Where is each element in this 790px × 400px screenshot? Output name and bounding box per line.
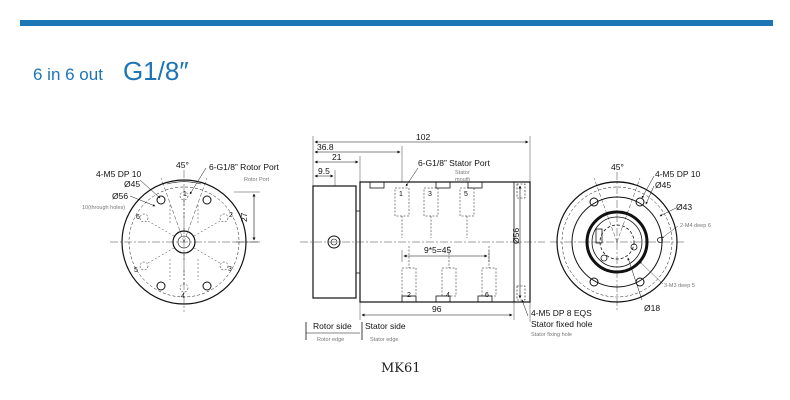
rotor-mount-hole [203, 282, 211, 290]
stator-mount-holes-label: 4-M5 DP 10 [655, 169, 701, 179]
rotor-port-hole [220, 262, 228, 270]
stator-dia-18-label: Ø18 [644, 303, 661, 313]
rotor-port-num-5: 5 [134, 267, 138, 274]
rotor-port-num-1: 1 [183, 191, 187, 198]
total-length-dim: 102 [416, 132, 431, 142]
stator-port-label: 6-G1/8” Stator Port [418, 158, 490, 168]
rotor-mount-hole [203, 196, 211, 204]
top-port-num-3: 3 [428, 191, 432, 198]
stator-edge-label: Stator edge [370, 337, 399, 343]
top-port-num-1: 1 [399, 191, 403, 198]
stator-angle-label: 45° [611, 162, 624, 172]
rotor-mount-holes-label: 4-M5 DP 10 [96, 169, 142, 179]
rotor-port-hole [140, 262, 148, 270]
rotor-through-holes-note: 10(through holes) [82, 205, 126, 211]
rotor-port-num-2: 2 [229, 212, 233, 219]
top-port-num-5: 5 [464, 191, 468, 198]
bottom-port-num-2: 2 [407, 292, 411, 299]
rotor-port-num-3: 3 [228, 266, 232, 273]
side-diameter-dim: Ø56 [511, 227, 521, 244]
stator-port-sublabel: Stator mouth [455, 170, 471, 183]
rotor-port-num-4: 4 [181, 293, 185, 300]
bottom-port-num-6: 6 [485, 292, 489, 299]
spacing-dim: 9*5=45 [424, 245, 452, 255]
rotor-front-view [110, 168, 260, 312]
stator-m4-note: 2-M4 deep 6 [680, 223, 711, 229]
stator-fixed-hole-label: Stator fixed hole [531, 319, 593, 329]
rotor-angle-arc [167, 182, 201, 184]
rotor-outer-dia-label: Ø56 [112, 191, 129, 201]
rotor-mount-hole [157, 282, 165, 290]
rotor-port-hole [140, 214, 148, 222]
length-96-dim: 96 [432, 304, 442, 314]
rotor-port-label: 6-G1/8” Rotor Port [209, 162, 279, 172]
rotor-port-num-6: 6 [136, 214, 140, 221]
rotor-edge-label: Rotor edge [317, 337, 345, 343]
rotor-port-sublabel: Rotor Port [244, 177, 270, 183]
stator-m3-note: 3-M3 deep 5 [664, 283, 695, 289]
dim-9-5: 9.5 [318, 166, 330, 176]
fixing-holes-label: 4-M5 DP 8 EQS [531, 308, 592, 318]
rotor-angle-label: 45° [176, 160, 189, 170]
bottom-port-num-4: 4 [446, 292, 450, 299]
ports-label: 6 in 6 out [33, 65, 103, 84]
dim-21: 21 [332, 152, 342, 162]
stator-hole-circle-label: Ø45 [655, 180, 672, 190]
rotor-port-hole [220, 214, 228, 222]
rotor-side-label: Rotor side [313, 321, 352, 331]
rotor-height-dim: 27 [239, 212, 249, 222]
rotor-mount-hole [157, 196, 165, 204]
stator-dia-43-label: Ø43 [676, 202, 693, 212]
rotor-hole-circle-label: Ø45 [124, 179, 141, 189]
thread-size-title: G1/8″ [122, 56, 189, 86]
stator-front-view [550, 172, 686, 312]
stator-side-label: Stator side [365, 321, 406, 331]
dim-36-8: 36.8 [317, 142, 334, 152]
model-label: MK61 [381, 361, 421, 376]
stator-fixed-hole-sub: Stator fixing hole [531, 332, 572, 338]
